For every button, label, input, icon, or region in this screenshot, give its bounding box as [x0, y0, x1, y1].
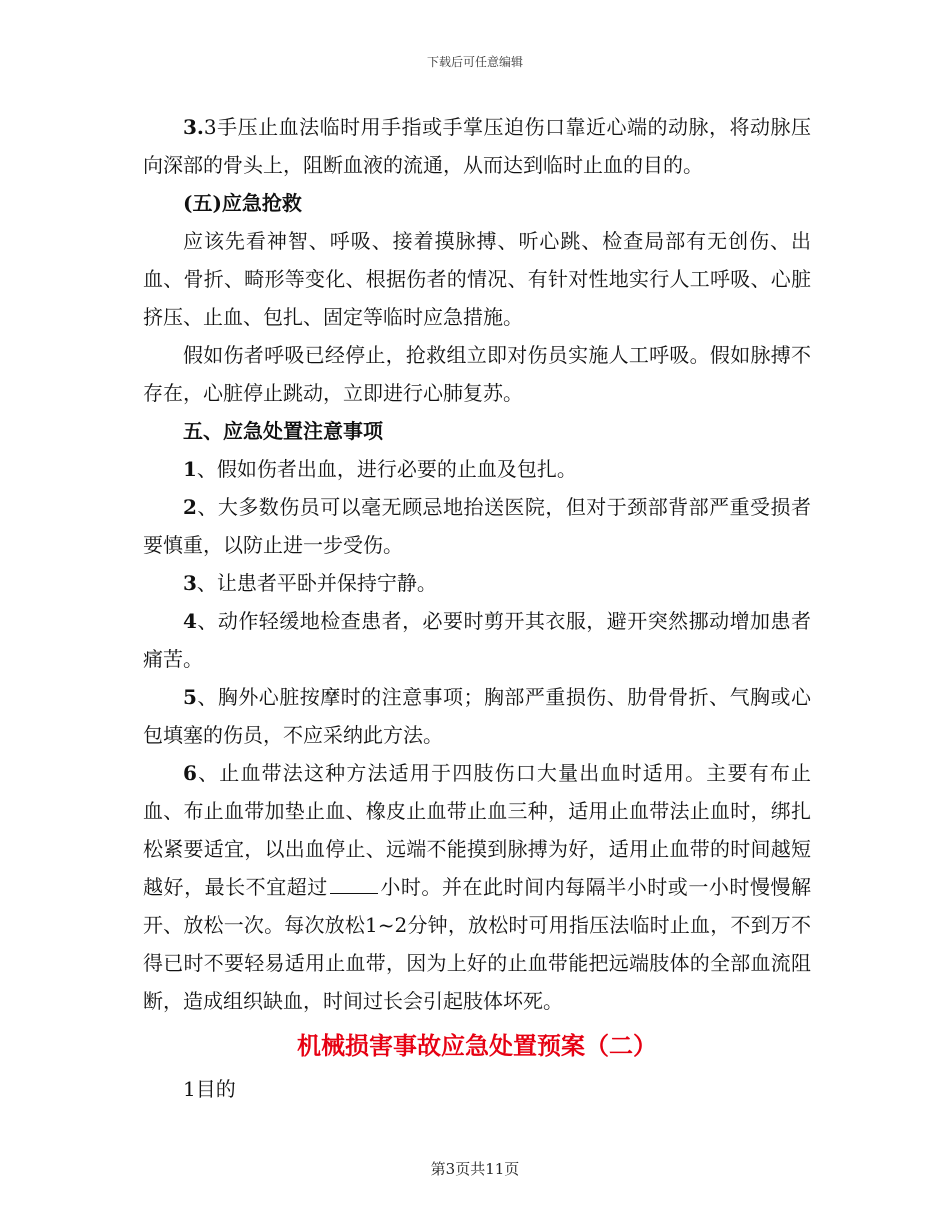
item-number: 6 [183, 761, 197, 785]
list-item-6 [143, 754, 811, 1020]
list-item-3 [143, 564, 811, 602]
subheading-emergency-rescue: (五)应急抢救 [183, 191, 302, 215]
heading-precautions: 五、应急处置注意事项 [183, 419, 383, 443]
paragraph-number: 3. [183, 115, 204, 139]
list-item-1 [143, 450, 811, 488]
paragraph-rescue-steps: 应该先看神智、呼吸、接着摸脉搏、听心跳、检查局部有无创伤、出血、骨折、畸形等变化、根据伤者的情况、有针对性地实行人工呼吸、心脏挤压、止血、包扎、固定等临时应急措施。 [143, 229, 811, 329]
section-title: 机械损害事故应急处置预案（二） [297, 1031, 657, 1060]
paragraph-cpr: 假如伤者呼吸已经停止，抢救组立即对伤员实施人工呼吸。假如脉搏不存在，心脏停止跳动，立即进行心肺复苏。 [143, 343, 811, 405]
item-text: 、让患者平卧并保持宁静。 [196, 571, 437, 595]
item-text-before-blank: 、止血带法这种方法适用于四肢伤口大量出血时适用。主要有布止血、布止血带加垫止血、橡皮止血带止血三种，适用止血带法止血时，绑扎松紧要适宜，以出血停止、远端不能摸到脉搏为好，适用止血带的时间越短越好，最长不宜超过 [143, 761, 811, 899]
item-number: 2 [183, 495, 197, 519]
page-footer: 第3页共11页 [430, 1160, 520, 1178]
paragraph-text: 3手压止血法临时用手指或手掌压迫伤口靠近心端的动脉，将动脉压向深部的骨头上，阻断血液的流通，从而达到临时止血的目的。 [143, 115, 811, 177]
item-text-after-blank: 小时。并在此时间内每隔半小时或一小时慢慢解开、放松一次。每次放松1~2分钟，放松时可用指压法临时止血，不到万不得已时不要轻易适用止血带，因为上好的止血带能把远端肢体的全部血流阻断，造成组织缺血，时间过长会引起肢体坏死。 [143, 875, 812, 1013]
item-text: 、胸外心脏按摩时的注意事项；胸部严重损伤、肋骨骨折、气胸或心包填塞的伤员，不应采纳此方法。 [143, 685, 811, 747]
fill-in-blank [330, 875, 378, 894]
item-text: 、动作轻缓地检查患者，必要时剪开其衣服，避开突然挪动增加患者痛苦。 [143, 609, 811, 671]
item-number: 1 [183, 457, 197, 481]
item-text: 、假如伤者出血，进行必要的止血及包扎。 [196, 457, 577, 481]
paragraph-3-3 [143, 108, 811, 184]
list-item-2 [143, 488, 811, 564]
subsection-purpose: 1目的 [183, 1077, 236, 1101]
item-number: 3 [183, 571, 197, 595]
list-item-4 [143, 602, 811, 678]
document-body [143, 108, 811, 1108]
item-text: 、大多数伤员可以毫无顾忌地抬送医院，但对于颈部背部严重受损者要慎重，以防止进一步受伤。 [143, 495, 811, 557]
item-number: 4 [183, 609, 197, 633]
item-number: 5 [183, 685, 197, 709]
list-item-5 [143, 678, 811, 754]
page-header: 下载后可任意编辑 [426, 55, 523, 69]
